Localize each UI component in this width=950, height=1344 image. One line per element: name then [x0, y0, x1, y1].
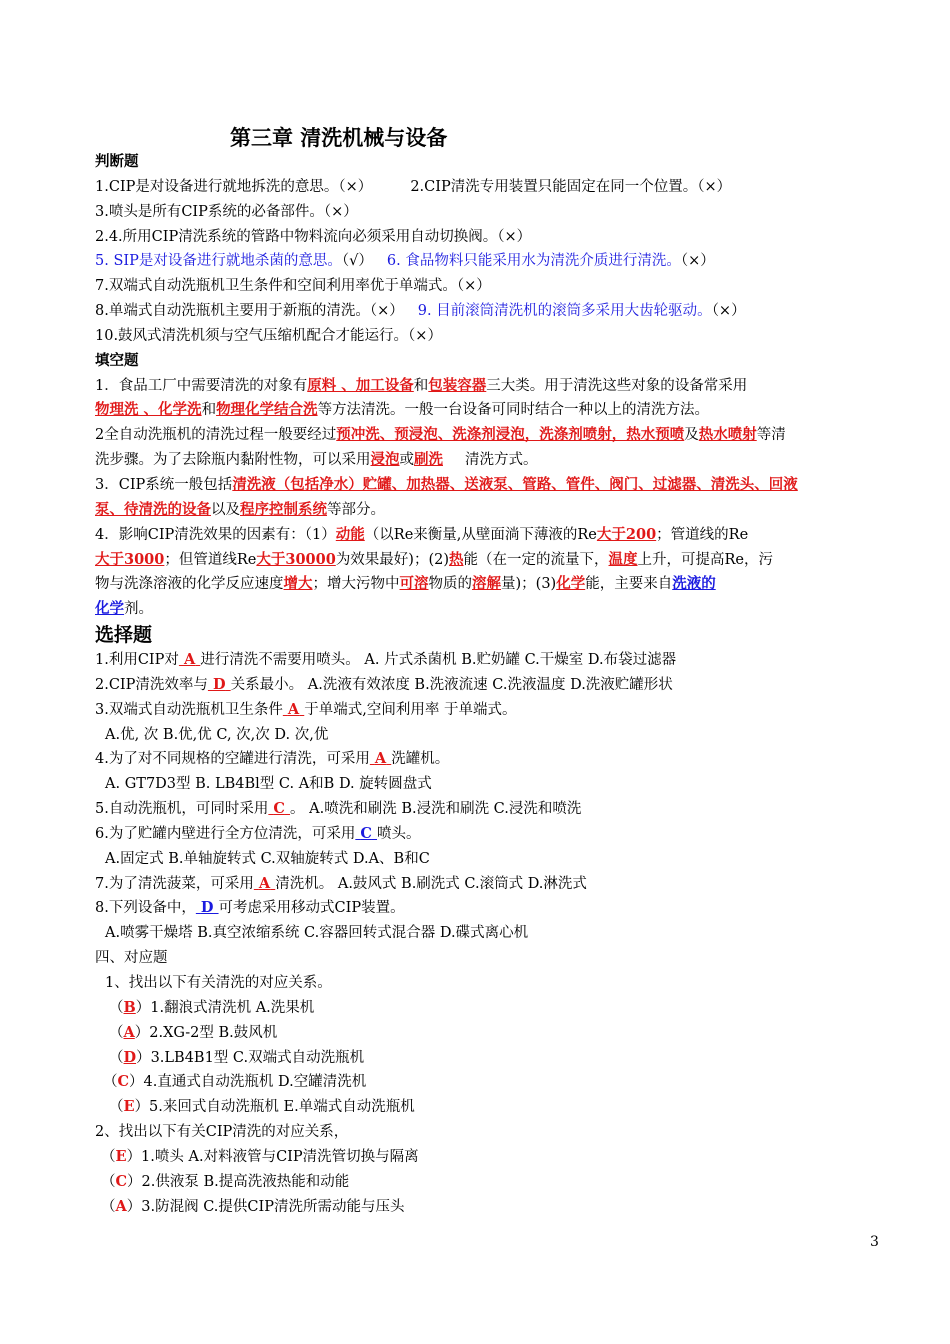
judge-item-blue: 5. SIP是对设备进行就地杀菌的意思。 [95, 253, 342, 270]
text: 2.CIP清洗效率与 [95, 676, 208, 693]
choice-q6-options [95, 847, 885, 872]
answer: 清洗液（包括净水）贮罐、加热器、送液泵、管路、管件、阀门、过滤器、清洗头、回液 [232, 475, 798, 493]
text: 以及 [211, 501, 240, 518]
fill-q1-line-2 [95, 398, 885, 423]
options: A. GT7D3型 B. LB4Bl型 C. A和B D. 旋转圆盘式 [105, 776, 432, 793]
text: （以Re来衡量,从壁面淌下薄液的Re [364, 526, 597, 543]
text: ）5.来回式自动洗瓶机 E.单端式自动洗瓶机 [134, 1099, 415, 1116]
match-row: （A）2.XG-2型 B.鼓风机 [109, 1023, 278, 1041]
match-sub-2: 2、找出以下有关CIP清洗的对应关系， [95, 1124, 349, 1141]
judge-line-1 [95, 175, 885, 200]
text: 三大类。用于清洗这些对象的设备常采用 [486, 377, 748, 394]
text: 4.为了对不同规格的空罐进行清洗，可采用 [95, 751, 370, 768]
judge-mark: （×） [711, 303, 746, 320]
choice-q3 [95, 698, 885, 723]
text: 清洗机。 A.鼓风式 B.刷洗式 C.滚筒式 D.淋洗式 [275, 875, 587, 892]
match-row: （C）4.直通式自动洗瓶机 D.空罐清洗机 [103, 1073, 367, 1091]
fill-q4-line-1 [95, 523, 885, 548]
text: 物与洗涤溶液的化学反应速度 [95, 576, 284, 593]
match-row: （D）3.LB4B1型 C.双端式自动洗瓶机 [109, 1048, 365, 1066]
page-number: 3 [870, 1234, 879, 1250]
choice-q3-options [95, 723, 885, 748]
text: 7.为了清洗菠菜，可采用 [95, 875, 254, 892]
section-heading-fill: 填空题 [95, 352, 139, 369]
fill-q2-line-1 [95, 423, 885, 448]
answer-letter: E [123, 1098, 135, 1116]
section-heading-match: 四、对应题 [95, 950, 168, 967]
answer [268, 800, 290, 817]
judge-line-2: 3.喷头是所有CIP系统的必备部件。（×） [95, 203, 358, 220]
text: 能，主要来自 [585, 576, 673, 593]
text: 6.为了贮罐内壁进行全方位清洗，可采用 [95, 825, 356, 842]
answer-letter: A [287, 700, 300, 718]
choice-q6 [95, 822, 885, 847]
answer [254, 875, 275, 892]
text: 8.下列设备中， [95, 900, 196, 917]
answer-letter: D [212, 675, 226, 693]
text: ；管道线的Re [656, 526, 749, 543]
answer: 温度 [608, 550, 638, 568]
text: 1．食品工厂中需要清洗的对象有 [95, 377, 308, 394]
text: 。 A.喷洗和刷洗 B.浸洗和刷洗 C.浸洗和喷洗 [290, 801, 582, 818]
answer [283, 701, 304, 718]
text: 上升，可提高Re，污 [637, 551, 774, 568]
chapter-title: 第三章 清洗机械与设备 [230, 126, 448, 150]
judge-item-blue: 6. 食品物料只能采用水为清洗介质进行清洗。 [386, 253, 681, 270]
text: 3.双端式自动洗瓶机卫生条件 [95, 701, 283, 718]
judge-item: 8.单端式自动洗瓶机主要用于新瓶的清洗。（×） [95, 303, 404, 320]
answer-blue: 化学 [95, 600, 124, 618]
options: A.喷雾干燥塔 B.真空浓缩系统 C.容器回转式混合器 D.碟式离心机 [105, 925, 529, 942]
text: 于单端式,空间利用率 于单端式。 [304, 701, 517, 718]
fill-q4-line-3 [95, 572, 885, 597]
text: 等部分。 [327, 501, 385, 518]
answer-letter: A [258, 874, 271, 892]
judge-mark: （√） [341, 253, 373, 270]
text: 清洗方式。 [465, 452, 538, 469]
answer: 程序控制系统 [240, 500, 327, 518]
text: ；但管道线Re [164, 551, 257, 568]
document-body [95, 150, 885, 1219]
judge-mark: （×） [680, 253, 715, 270]
text: ）4.直通式自动洗瓶机 D.空罐清洗机 [129, 1074, 367, 1091]
answer-letter: A [123, 1023, 135, 1041]
answer: 热 [449, 550, 464, 568]
text: ）2.XG-2型 B.鼓风机 [134, 1024, 278, 1041]
answer: 大于3000 [95, 550, 165, 568]
answer: 泵、待清洗的设备 [95, 500, 211, 518]
text: 3．CIP系统一般包括 [95, 476, 233, 493]
answer: 物理化学结合洗 [216, 401, 318, 419]
answer-letter: C [117, 1073, 130, 1091]
match-sub-1 [95, 971, 885, 996]
text: ）1.喷头 A.对料液管与CIP清洗管切换与隔离 [126, 1148, 419, 1165]
text: 关系最小。 A.洗液有效浓度 B.洗液流速 C.洗液温度 D.洗液贮罐形状 [230, 676, 673, 693]
fill-q3-line-2 [95, 498, 885, 523]
answer-letter: D [123, 1048, 137, 1066]
answer: 浸泡 [370, 451, 400, 469]
judge-line-3: 2.4.所用CIP清洗系统的管路中物料流向必须采用自动切换阀。（×） [95, 228, 532, 245]
answer-letter: C [273, 800, 285, 818]
answer: 可溶 [399, 575, 429, 593]
text: 等清 [756, 427, 786, 444]
answer-blue [355, 825, 377, 842]
section-heading-judge: 判断题 [95, 154, 139, 170]
text: 5.自动洗瓶机，可同时采用 [95, 801, 269, 818]
judge-line-4 [95, 249, 885, 274]
answer [370, 750, 391, 767]
text: ）3.LB4B1型 C.双端式自动洗瓶机 [136, 1049, 365, 1066]
match-row: （E）5.来回式自动洗瓶机 E.单端式自动洗瓶机 [109, 1098, 415, 1116]
choice-q7 [95, 872, 885, 897]
answer: 物理洗 、化学洗 [95, 401, 202, 419]
choice-q2 [95, 673, 885, 698]
choice-q4 [95, 747, 885, 772]
answer: 增大 [283, 575, 313, 593]
options: A.固定式 B.单轴旋转式 C.双轴旋转式 D.A、B和C [105, 850, 430, 867]
answer-letter: C [115, 1172, 128, 1190]
answer-letter: A [374, 750, 387, 768]
fill-q4-line-2 [95, 548, 885, 573]
choice-q8-options [95, 921, 885, 946]
match-row: （B）1.翻浪式清洗机 A.洗果机 [109, 998, 315, 1016]
text: 能（在一定的流量下， [463, 551, 609, 568]
match-row: （C）2.供液泵 B.提高洗液热能和动能 [101, 1172, 350, 1190]
text: 等方法清洗。一般一台设备可同时结合一种以上的清洗方法。 [317, 402, 710, 419]
text: 1、找出以下有关清洗的对应关系。 [105, 975, 332, 991]
answer-letter: D [200, 899, 214, 917]
options: A.优, 次 B.优,优 C, 次,次 D. 次,优 [105, 726, 329, 743]
answer: 热水喷射 [698, 426, 757, 444]
answer: 包装容器 [428, 376, 487, 394]
text: 剂。 [124, 601, 153, 618]
answer: 原料 、加工设备 [307, 376, 414, 394]
text: 洗步骤。为了去除瓶内黏附性物，可以采用 [95, 452, 371, 469]
text: 物质的 [428, 576, 472, 593]
judge-line-5: 7.双端式自动洗瓶机卫生条件和空间利用率优于单端式。（×） [95, 278, 491, 295]
judge-item: 2.CIP清洗专用装置只能固定在同一个位置。（×） [410, 178, 732, 195]
fill-q1-line-1 [95, 374, 885, 399]
match-row: （E）1.喷头 A.对料液管与CIP清洗管切换与隔离 [101, 1147, 419, 1165]
text: 和 [201, 402, 217, 419]
answer: 刷洗 [414, 451, 443, 469]
answer-letter: A [183, 651, 196, 669]
text: 量)；(3) [501, 576, 557, 593]
text: 可考虑采用移动式CIP装置。 [218, 900, 405, 917]
choice-q8 [95, 896, 885, 921]
section-heading-choice: 选择题 [95, 624, 153, 647]
answer-blue: 洗液的 [672, 575, 716, 593]
fill-q4-line-4 [95, 597, 885, 622]
answer: 化学 [556, 575, 586, 593]
judge-item: 1.CIP是对设备进行就地拆洗的意思。（×） [95, 178, 373, 195]
judge-item-blue: 9. 目前滚筒清洗机的滚筒多采用大齿轮驱动。 [417, 303, 712, 320]
text: 或 [399, 452, 414, 469]
text: 及 [684, 427, 699, 444]
answer [179, 651, 200, 668]
choice-q5 [95, 797, 885, 822]
answer: 动能 [335, 525, 365, 543]
text: 喷头。 [377, 825, 421, 842]
fill-q3-line-1 [95, 473, 885, 498]
judge-line-6 [95, 299, 885, 324]
answer: 大于200 [596, 525, 657, 543]
answer-letter: E [115, 1147, 127, 1165]
answer: 预冲洗、预浸泡、洗涤剂浸泡，洗涤剂喷射，热水预喷 [336, 426, 685, 444]
judge-line-7: 10.鼓风式清洗机须与空气压缩机配合才能运行。（×） [95, 327, 442, 344]
choice-q4-options [95, 772, 885, 797]
answer-letter: A [115, 1197, 127, 1215]
answer: 大于30000 [256, 550, 336, 568]
text: 4．影响CIP清洗效果的因素有：（1） [95, 526, 336, 543]
text: ）3.防混阀 C.提供CIP清洗所需动能与压头 [126, 1198, 405, 1215]
answer [208, 676, 231, 693]
text: 洗罐机。 [391, 751, 450, 768]
text: 1.利用CIP对 [95, 652, 179, 669]
text: ）1.翻浪式清洗机 A.洗果机 [135, 999, 315, 1016]
text: ；增大污物中 [312, 576, 400, 593]
text: 进行清洗不需要用喷头。 A. 片式杀菌机 B.贮奶罐 C.干燥室 D.布袋过滤器 [200, 652, 677, 669]
text: 2全自动洗瓶机的清洗过程一般要经过 [95, 427, 337, 444]
answer: 溶解 [472, 575, 501, 593]
text: ）2.供液泵 B.提高洗液热能和动能 [127, 1173, 350, 1190]
text: 为效果最好)；(2) [335, 551, 450, 568]
choice-q1 [95, 648, 885, 673]
answer-letter: B [123, 998, 136, 1016]
match-row: （A）3.防混阀 C.提供CIP清洗所需动能与压头 [101, 1197, 405, 1215]
fill-q2-line-2 [95, 448, 885, 473]
answer-blue [196, 899, 219, 916]
text: 和 [413, 377, 429, 394]
answer-letter: C [360, 824, 372, 842]
